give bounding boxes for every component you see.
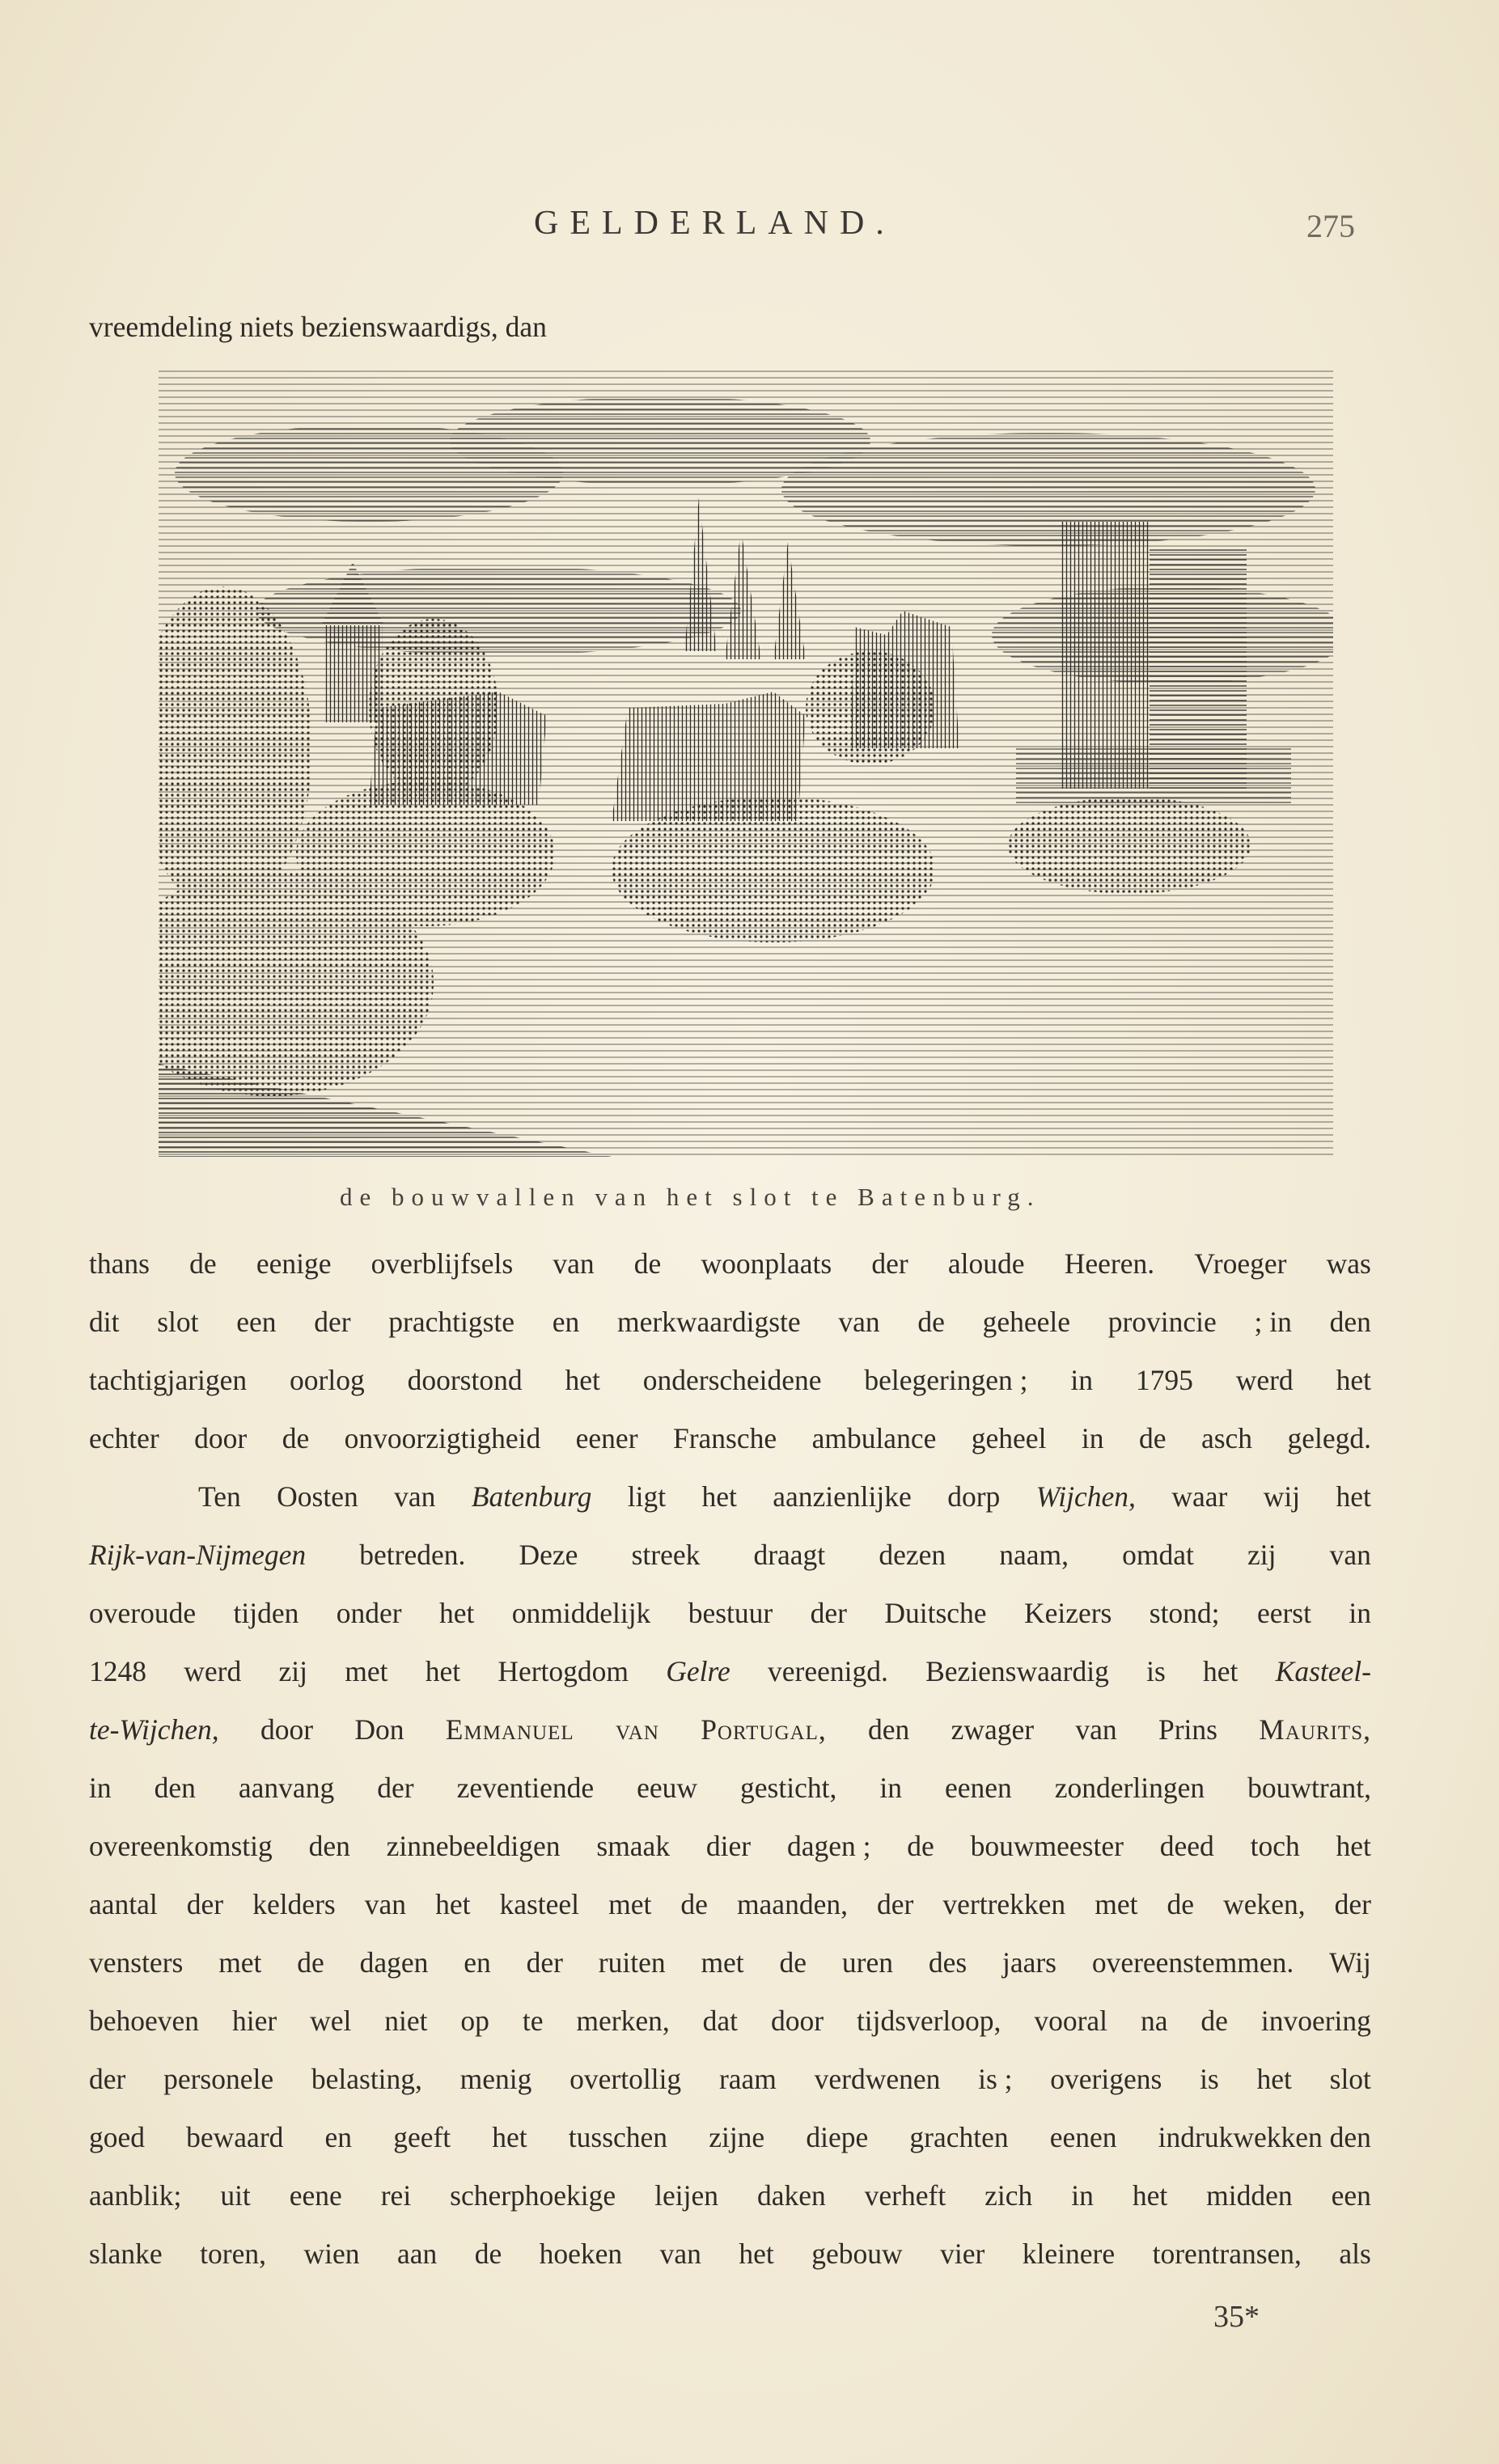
- word: verdwenen: [814, 2063, 941, 2095]
- place-name-gelre: Gelre: [666, 1655, 730, 1687]
- word: personele: [163, 2063, 274, 2095]
- text-line-10: [89, 1774, 1371, 1803]
- word: tachtigjarigen: [89, 1364, 248, 1396]
- word: uren: [841, 1946, 893, 1979]
- word: behoeven: [89, 2005, 200, 2037]
- word: geeft: [393, 2121, 451, 2153]
- word: torentransen,: [1152, 2237, 1302, 2270]
- text-line-intro: vreemdeling niets bezienswaardigs, dan: [89, 311, 547, 343]
- text-line-18: [89, 2237, 1371, 2270]
- word: tijden: [233, 1597, 299, 1629]
- text-line-5: Ten Oosten van Batenburg ligt het aanzienlijke dorp Wijchen, waar wij het: [198, 1480, 1371, 1513]
- text-line-16: [89, 2123, 1371, 2153]
- word: slot: [1329, 2063, 1371, 2095]
- word: zeventiende: [456, 1772, 595, 1804]
- word: onder: [336, 1597, 402, 1629]
- text-line-6: Rijk-van-Nijmegen betreden. Deze streek draagt dezen naam, omdat zij van: [89, 1539, 1371, 1571]
- word: invoering: [1260, 2005, 1371, 2037]
- text-line-3: [89, 1366, 1371, 1395]
- word: werd: [1235, 1364, 1294, 1396]
- word: der: [1334, 1888, 1371, 1920]
- place-name-te-wijchen: te-Wijchen,: [89, 1713, 219, 1746]
- word: wel: [310, 2005, 352, 2037]
- word: asch: [1200, 1422, 1253, 1454]
- word: met: [608, 1888, 652, 1920]
- word: geheele: [982, 1306, 1071, 1338]
- word: het: [739, 2237, 774, 2270]
- word: overblijfsels: [371, 1247, 514, 1280]
- word: het: [565, 1364, 600, 1396]
- word: goed: [89, 2121, 146, 2153]
- word: de: [917, 1306, 945, 1338]
- word: met: [1095, 1888, 1138, 1920]
- word: onvoorzigtigheid: [344, 1422, 541, 1454]
- place-name-kasteel: Kasteel-: [1275, 1655, 1371, 1687]
- word: en: [324, 2121, 353, 2153]
- word: bestuur: [688, 1597, 773, 1629]
- word: zinnebeeldigen: [386, 1830, 561, 1862]
- text-line-11: [89, 1832, 1371, 1861]
- word: kleinere: [1022, 2237, 1116, 2270]
- word: gesticht,: [740, 1772, 837, 1804]
- word: indrukwekken den: [1158, 2121, 1371, 2153]
- word: raam: [718, 2063, 777, 2095]
- word: den: [154, 1772, 196, 1804]
- word: der: [377, 1772, 414, 1804]
- word: belasting,: [311, 2063, 422, 2095]
- word: Heeren.: [1064, 1247, 1155, 1280]
- word: slot: [157, 1306, 199, 1338]
- word: overtollig: [570, 2063, 682, 2095]
- word: als: [1339, 2237, 1371, 2270]
- word: verheft: [864, 2179, 946, 2212]
- text-line-14: [89, 2007, 1371, 2036]
- engraving-artwork: [159, 368, 1333, 1157]
- word: de: [680, 1888, 708, 1920]
- word: smaak: [596, 1830, 671, 1862]
- word: zonderlingen: [1054, 1772, 1205, 1804]
- word: diepe: [806, 2121, 869, 2153]
- word: Wij: [1329, 1946, 1371, 1979]
- word: slanke: [89, 2237, 163, 2270]
- word: het: [1336, 1830, 1371, 1862]
- word: en: [464, 1946, 491, 1979]
- person-name-emmanuel: Emmanuel: [445, 1713, 574, 1746]
- text-line-13: [89, 1946, 1371, 1979]
- word: Keizers: [1023, 1597, 1112, 1629]
- word: dier: [705, 1830, 752, 1862]
- word: dit: [89, 1306, 120, 1338]
- word: de: [297, 1946, 324, 1979]
- word: woonplaats: [701, 1247, 832, 1280]
- word: eener: [575, 1422, 638, 1454]
- word: de: [282, 1422, 310, 1454]
- word: ambulance: [811, 1422, 937, 1454]
- running-title: GELDERLAND.: [534, 205, 896, 242]
- word: gelegd.: [1287, 1422, 1371, 1454]
- word: merken,: [576, 2005, 670, 2037]
- word: is ;: [978, 2063, 1013, 2095]
- place-name-batenburg: Batenburg: [471, 1480, 592, 1513]
- word: maanden,: [736, 1888, 848, 1920]
- text-line-4: [89, 1422, 1371, 1454]
- word: der: [186, 1888, 224, 1920]
- word: in: [879, 1772, 902, 1804]
- page-number: 275: [1306, 208, 1355, 244]
- word: van: [659, 2237, 701, 2270]
- word: eenen: [1049, 2121, 1117, 2153]
- word: leijen: [654, 2179, 718, 2212]
- word: thans: [89, 1247, 150, 1280]
- text-line-1: [89, 1247, 1371, 1280]
- word: het: [492, 2121, 527, 2153]
- word: bouwtrant,: [1247, 1772, 1371, 1804]
- word: de: [474, 2237, 502, 2270]
- word: der: [314, 1306, 351, 1338]
- word: grachten: [909, 2121, 1009, 2153]
- word: des: [928, 1946, 968, 1979]
- word: te: [522, 2005, 544, 2037]
- figure-caption: de bouwvallen van het slot te Batenburg.: [340, 1183, 1041, 1211]
- word: eerst: [1256, 1597, 1311, 1629]
- word: stond;: [1149, 1597, 1220, 1629]
- text-line-2: [89, 1308, 1371, 1337]
- word: de: [1138, 1422, 1167, 1454]
- word: provincie: [1107, 1306, 1217, 1338]
- word: een: [1331, 2179, 1371, 2212]
- word: aantal: [89, 1888, 158, 1920]
- word: dagen: [359, 1946, 429, 1979]
- word: bouwmeester: [970, 1830, 1124, 1862]
- word: Fransche: [672, 1422, 777, 1454]
- word: weken,: [1223, 1888, 1306, 1920]
- word: midden: [1206, 2179, 1293, 2212]
- place-name-wijchen: Wijchen,: [1035, 1480, 1136, 1513]
- signature-mark: 35*: [1213, 2300, 1260, 2334]
- word: van: [364, 1888, 407, 1920]
- word: der: [810, 1597, 847, 1629]
- word: menig: [459, 2063, 532, 2095]
- word: den: [1329, 1306, 1371, 1338]
- word: hier: [231, 2005, 277, 2037]
- word: aloude: [947, 1247, 1025, 1280]
- word: bewaard: [186, 2121, 284, 2153]
- word: aan: [396, 2237, 438, 2270]
- word: eene: [289, 2179, 342, 2212]
- person-name-portugal: Portugal,: [701, 1713, 827, 1746]
- word: vensters: [89, 1946, 184, 1979]
- word: door: [770, 2005, 824, 2037]
- word: aanblik;: [89, 2179, 182, 2212]
- word: in: [1070, 1364, 1093, 1396]
- word: het: [1336, 1364, 1371, 1396]
- word: der: [89, 2063, 126, 2095]
- text-line-7: [89, 1599, 1371, 1628]
- word: 1795: [1135, 1364, 1193, 1396]
- word: de: [1167, 1888, 1195, 1920]
- place-name-rijk-van-nijmegen: Rijk-van-Nijmegen: [89, 1539, 307, 1571]
- word: dat: [702, 2005, 739, 2037]
- word: merkwaardigste: [616, 1306, 801, 1338]
- word: tusschen: [568, 2121, 668, 2153]
- word: eenen: [944, 1772, 1012, 1804]
- word: echter: [89, 1422, 159, 1454]
- word: overoude: [89, 1597, 197, 1629]
- word: door: [194, 1422, 248, 1454]
- word: den: [308, 1830, 350, 1862]
- word: gebouw: [811, 2237, 903, 2270]
- word: prachtigste: [388, 1306, 515, 1338]
- word: eeuw: [637, 1772, 698, 1804]
- word: Vroeger: [1194, 1247, 1287, 1280]
- word: was: [1326, 1247, 1371, 1280]
- text-line-15: [89, 2065, 1371, 2094]
- word: van: [553, 1247, 595, 1280]
- word: rei: [380, 2179, 412, 2212]
- word: na: [1140, 2005, 1168, 2037]
- word: der: [871, 1247, 908, 1280]
- word: Duitsche: [884, 1597, 987, 1629]
- word: vertrekken: [942, 1888, 1066, 1920]
- word: hoeken: [539, 2237, 623, 2270]
- word: zich: [985, 2179, 1033, 2212]
- word: overeenstemmen.: [1091, 1946, 1294, 1979]
- word: de: [779, 1946, 807, 1979]
- word: de: [189, 1247, 217, 1280]
- word: en: [552, 1306, 580, 1338]
- word: uit: [220, 2179, 251, 2212]
- word: scherphoekige: [450, 2179, 616, 2212]
- word: eenige: [256, 1247, 332, 1280]
- word: de: [633, 1247, 662, 1280]
- text-line-17: [89, 2179, 1371, 2212]
- word: een: [236, 1306, 277, 1338]
- word: onmiddelijk: [511, 1597, 651, 1629]
- text-line-9: te-Wijchen, door Don Emmanuel van Portugal, den zwager van Prins Maurits,: [89, 1713, 1371, 1746]
- word: het: [435, 1888, 471, 1920]
- word: de: [1200, 2005, 1228, 2037]
- word: van: [838, 1306, 880, 1338]
- word: het: [1256, 2063, 1292, 2095]
- word: met: [218, 1946, 262, 1979]
- word: geheel: [971, 1422, 1047, 1454]
- word: deed: [1159, 1830, 1214, 1862]
- word: kasteel: [499, 1888, 580, 1920]
- word: tijdsverloop,: [856, 2005, 1001, 2037]
- word: belegeringen ;: [864, 1364, 1028, 1396]
- word: met: [701, 1946, 744, 1979]
- word: kelders: [252, 1888, 336, 1920]
- word: dagen ;: [786, 1830, 871, 1862]
- word: niet: [384, 2005, 428, 2037]
- word: overigens: [1050, 2063, 1162, 2095]
- page-header: [0, 204, 1499, 252]
- word: vier: [940, 2237, 985, 2270]
- word: toren,: [200, 2237, 266, 2270]
- word: op: [460, 2005, 489, 2037]
- word: wien: [303, 2237, 360, 2270]
- word: daken: [756, 2179, 826, 2212]
- word: het: [1132, 2179, 1168, 2212]
- word: zijne: [709, 2121, 765, 2153]
- word: in: [1349, 1597, 1371, 1629]
- word: doorstond: [407, 1364, 523, 1396]
- text-line-12: [89, 1890, 1371, 1920]
- word: jaars: [1001, 1946, 1056, 1979]
- word: vooral: [1034, 2005, 1108, 2037]
- word: ruiten: [598, 1946, 666, 1979]
- word: de: [907, 1830, 934, 1862]
- word: oorlog: [290, 1364, 365, 1396]
- word: onderscheidene: [642, 1364, 822, 1396]
- word: der: [526, 1946, 563, 1979]
- word: in: [1081, 1422, 1104, 1454]
- word: overeenkomstig: [89, 1830, 273, 1862]
- word: in: [89, 1772, 112, 1804]
- word: is: [1200, 2063, 1219, 2095]
- word: der: [877, 1888, 914, 1920]
- word: aanvang: [238, 1772, 335, 1804]
- word: toch: [1250, 1830, 1300, 1862]
- text-line-8: 1248 werd zij met het Hertogdom Gelre vereenigd. Bezienswaardig is het Kasteel-: [89, 1655, 1371, 1687]
- word: in: [1071, 2179, 1094, 2212]
- person-name-maurits: Maurits,: [1259, 1713, 1371, 1746]
- word: het: [438, 1597, 475, 1629]
- engraving-illustration: [159, 368, 1333, 1157]
- word: ; in: [1254, 1306, 1292, 1338]
